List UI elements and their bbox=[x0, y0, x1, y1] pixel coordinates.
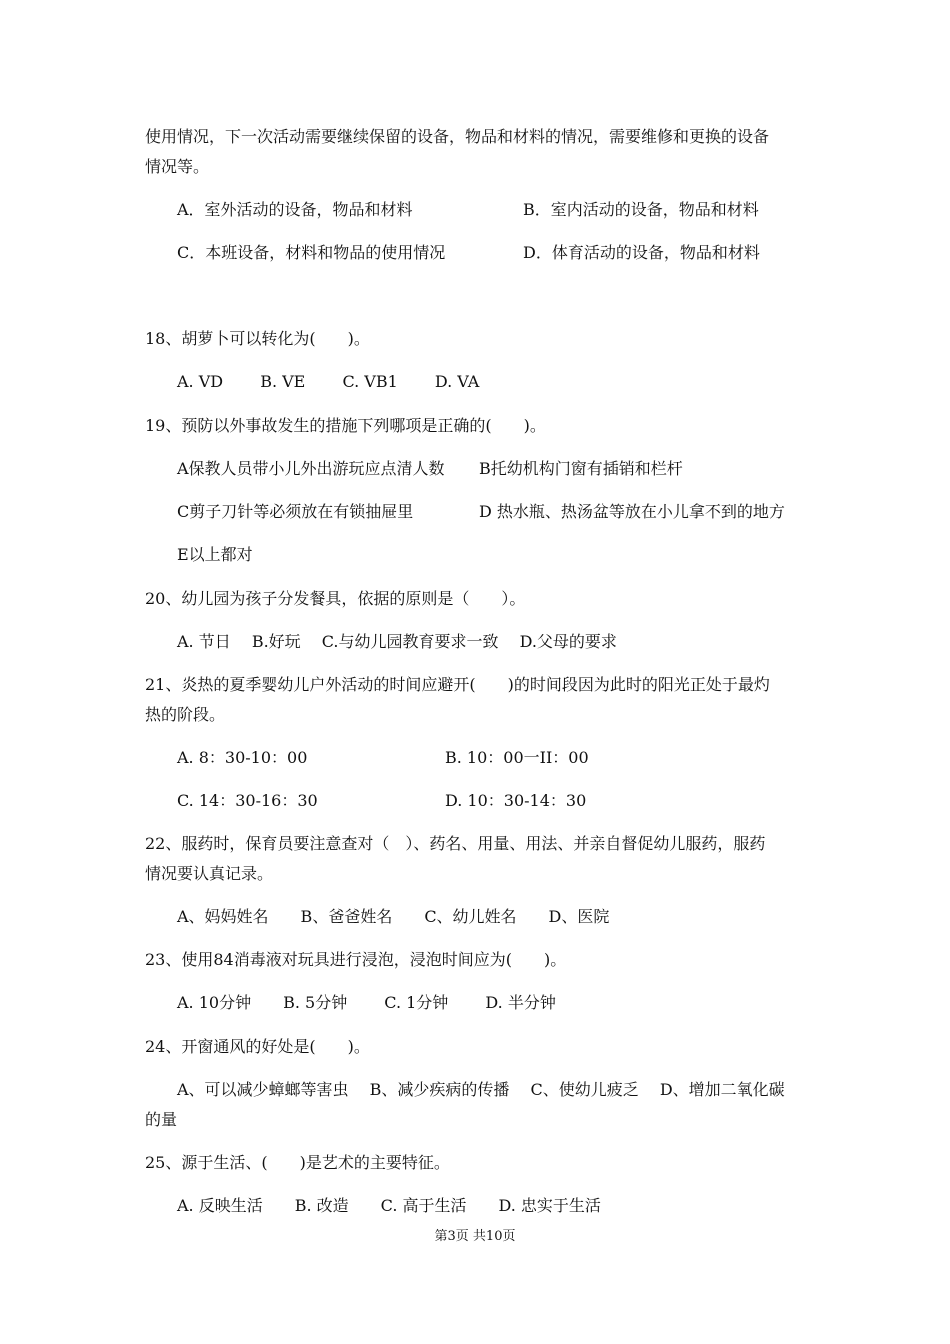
question-24-stem: 24、开窗通风的好处是( )。 bbox=[145, 1037, 370, 1056]
question-21-stem-cont: 热的阶段。 bbox=[145, 705, 226, 724]
question-21-stem: 21、炎热的夏季婴幼儿户外活动的时间应避开( )的时间段因为此时的阳光正处于最灼 bbox=[145, 675, 770, 694]
question-24-options: A、可以减少蟑螂等害虫 B、减少疾病的传播 C、使幼儿疲乏 D、增加二氧化碳 bbox=[177, 1080, 785, 1099]
option-b: B．室内活动的设备，物品和材料 bbox=[523, 200, 759, 219]
page-number-footer: 第3页 共10页 bbox=[434, 1229, 516, 1244]
question-20-stem: 20、幼儿园为孩子分发餐具，依据的原则是（ ）。 bbox=[145, 589, 526, 608]
question-23-options: A. 10分钟 B. 5分钟 C. 1分钟 D. 半分钟 bbox=[177, 993, 556, 1012]
question-19-option-b: B托幼机构门窗有插销和栏杆 bbox=[479, 459, 683, 478]
question-23-stem: 23、使用84消毒液对玩具进行浸泡，浸泡时间应为( )。 bbox=[145, 950, 567, 969]
option-c: C．本班设备，材料和物品的使用情况 bbox=[177, 243, 446, 262]
question-22-options: A、妈妈姓名 B、爸爸姓名 C、幼儿姓名 D、医院 bbox=[177, 907, 610, 926]
intro-text-line: 使用情况，下一次活动需要继续保留的设备，物品和材料的情况，需要维修和更换的设备 bbox=[145, 127, 770, 146]
option-d: D．体育活动的设备，物品和材料 bbox=[523, 243, 760, 262]
question-19-option-e: E以上都对 bbox=[177, 545, 253, 564]
question-25-options: A. 反映生活 B. 改造 C. 高于生活 D. 忠实于生活 bbox=[177, 1196, 601, 1215]
question-22-stem-cont: 情况要认真记录。 bbox=[145, 864, 274, 883]
question-19-stem: 19、预防以外事故发生的措施下列哪项是正确的( )。 bbox=[145, 416, 546, 435]
intro-text-line: 情况等。 bbox=[145, 157, 210, 176]
question-19-option-c: C剪子刀针等必须放在有锁抽屉里 bbox=[177, 502, 414, 521]
question-20-options: A. 节日 B.好玩 C.与幼儿园教育要求一致 D.父母的要求 bbox=[177, 632, 617, 651]
question-19-option-a: A保教人员带小儿外出游玩应点清人数 bbox=[177, 459, 445, 478]
question-19-option-d: D 热水瓶、热汤盆等放在小儿拿不到的地方 bbox=[479, 502, 785, 521]
question-21-option-b: B. 10：00一II：00 bbox=[445, 748, 589, 767]
question-21-option-a: A. 8：30-10：00 bbox=[177, 748, 308, 767]
question-18-stem: 18、胡萝卜可以转化为( )。 bbox=[145, 329, 370, 348]
question-22-stem: 22、服药时，保育员要注意查对（ ）、药名、用量、用法、并亲自督促幼儿服药，服药 bbox=[145, 834, 766, 853]
question-25-stem: 25、源于生活、( )是艺术的主要特征。 bbox=[145, 1153, 450, 1172]
option-a: A．室外活动的设备，物品和材料 bbox=[177, 200, 413, 219]
question-21-option-d: D. 10：30-14：30 bbox=[445, 791, 587, 810]
question-24-options-cont: 的量 bbox=[145, 1110, 178, 1129]
question-18-options: A. VD B. VE C. VB1 D. VA bbox=[177, 372, 480, 391]
question-21-option-c: C. 14：30-16：30 bbox=[177, 791, 318, 810]
